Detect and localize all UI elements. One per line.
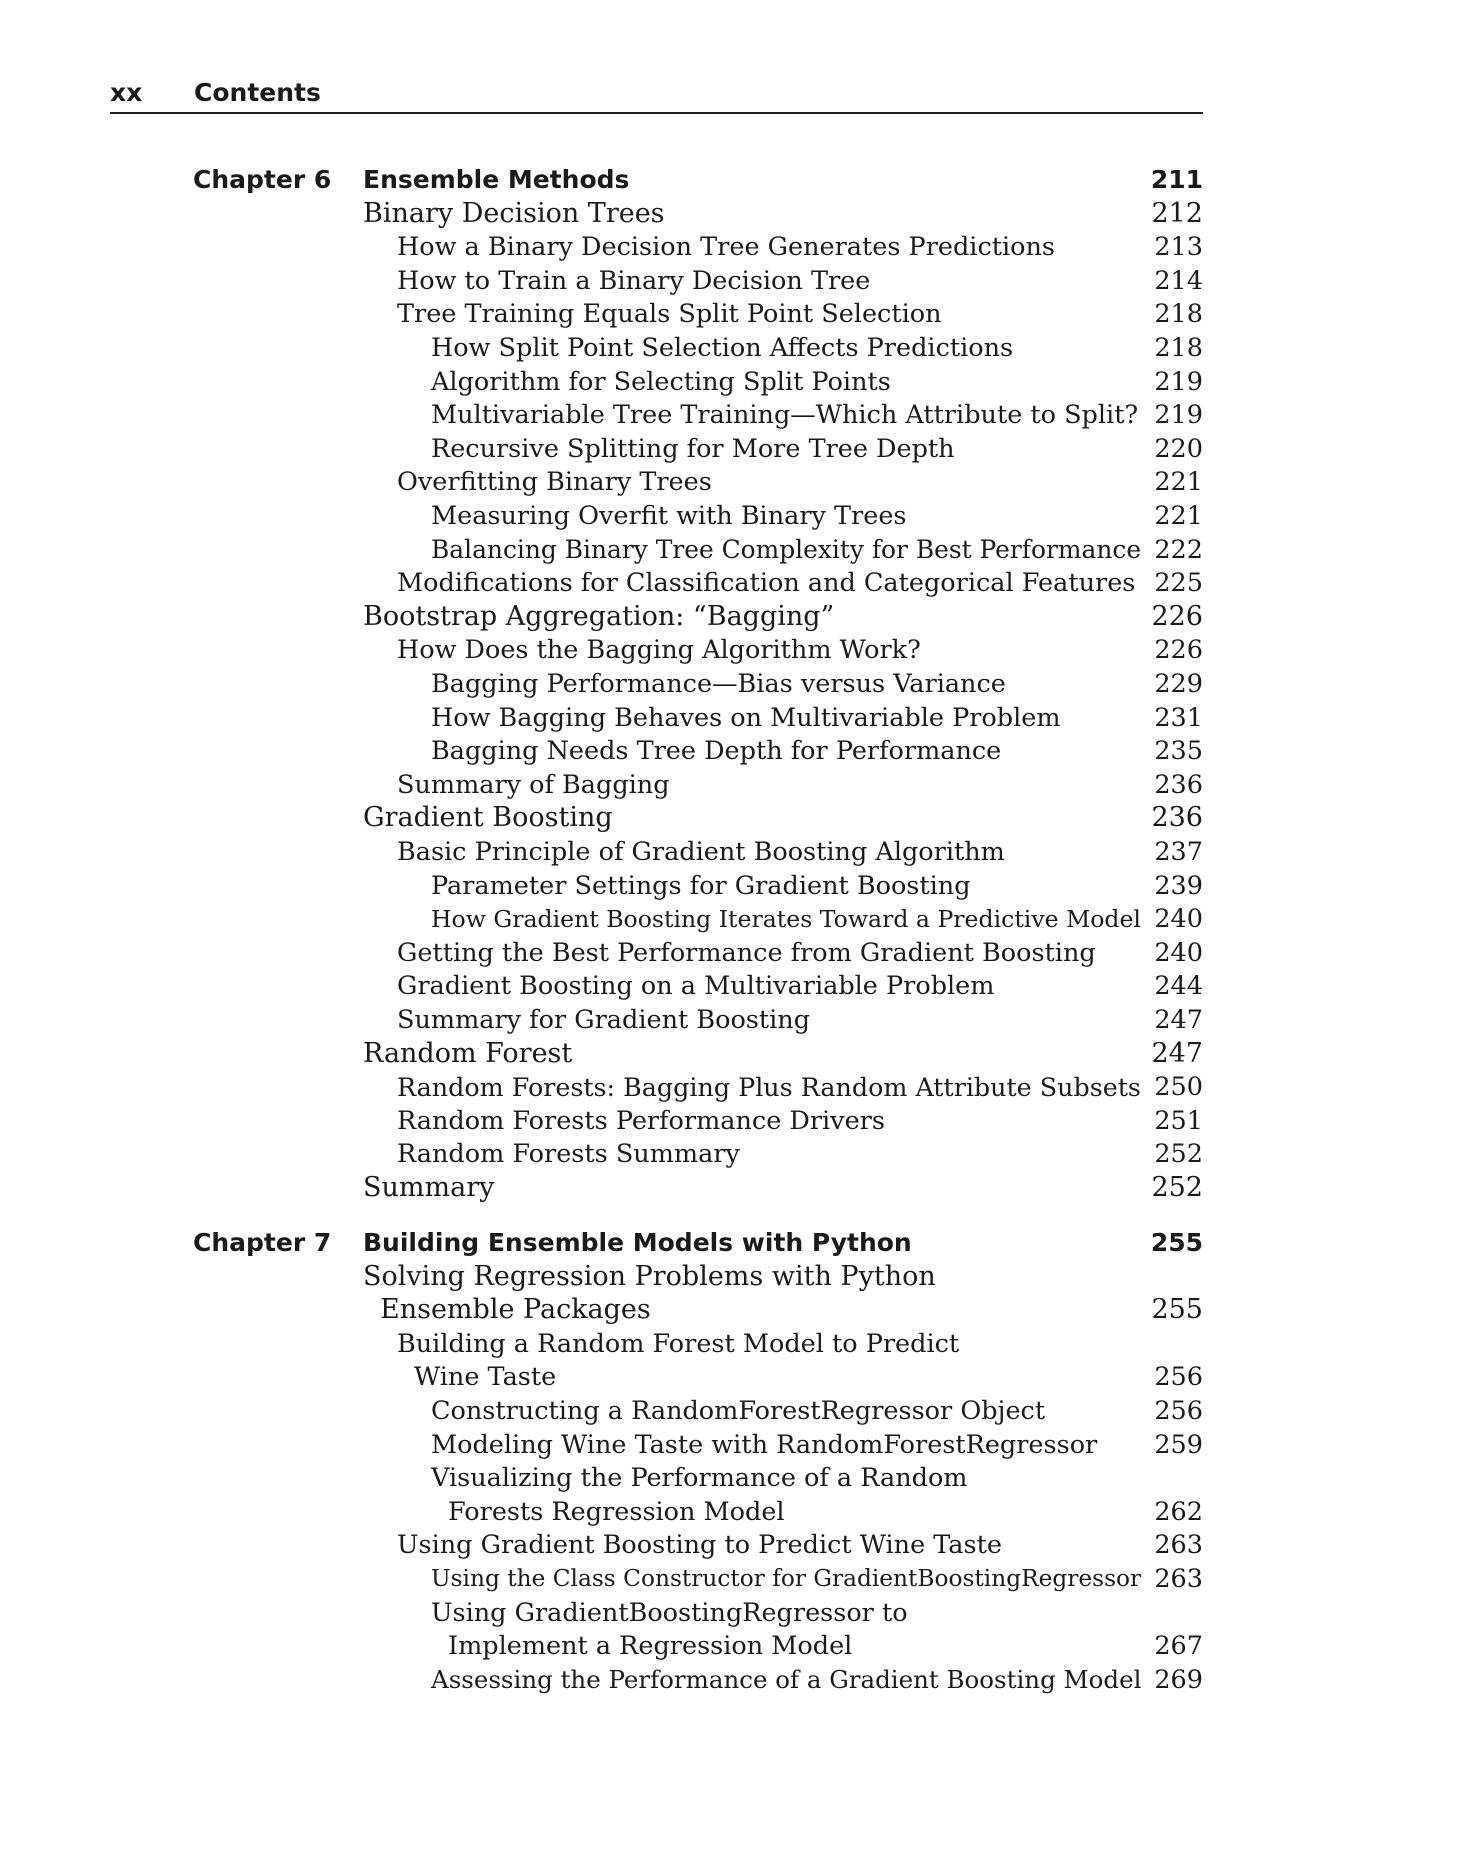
- toc-entry-level-2: How Does the Bagging Algorithm Work?: [397, 635, 921, 666]
- toc-entry-level-3: Visualizing the Performance of a Random: [431, 1463, 968, 1494]
- toc-entry-page-number: 256: [1154, 1396, 1203, 1426]
- toc-entry-level-3: How Bagging Behaves on Multivariable Problem: [431, 702, 1061, 733]
- toc-entry-level-3: Implement a Regression Model: [448, 1631, 853, 1662]
- toc-entry-level-2: Basic Principle of Gradient Boosting Algorithm: [397, 837, 1005, 867]
- toc-entry-level-1: Random Forest: [363, 1037, 573, 1069]
- toc-entry-level-2: Summary of Bagging: [397, 769, 670, 800]
- toc-entry-page-number: 237: [1154, 837, 1203, 867]
- toc-entry-level-2: Modifications for Classification and Categorical Features: [397, 568, 1136, 599]
- toc-entry-page-number: 218: [1154, 299, 1203, 330]
- toc-entry-page-number: 267: [1154, 1631, 1203, 1662]
- toc-entry-level-3: How Split Point Selection Affects Predictions: [431, 333, 1014, 363]
- toc-entry-page-number: 250: [1154, 1072, 1203, 1103]
- toc-entry-level-2: Random Forests Summary: [397, 1139, 740, 1170]
- toc-entry-level-3: Multivariable Tree Training—Which Attribute to Split?: [431, 400, 1139, 431]
- chapter-page-number: 211: [1150, 165, 1203, 194]
- chapter-page-number: 255: [1150, 1228, 1203, 1257]
- toc-entry-level-1: Binary Decision Trees: [363, 197, 665, 229]
- toc-entry-page-number: 247: [1154, 1005, 1203, 1035]
- toc-entry-page-number: 218: [1154, 333, 1203, 363]
- toc-entry-level-1: Gradient Boosting: [363, 802, 613, 834]
- toc-entry-page-number: 235: [1154, 736, 1203, 767]
- toc-entry-level-3: Bagging Performance—Bias versus Variance: [431, 669, 1006, 699]
- running-title: Contents: [194, 78, 321, 107]
- running-header: [110, 74, 1203, 114]
- toc-entry-level-2: Random Forests: Bagging Plus Random Attribute Subsets: [397, 1072, 1141, 1103]
- page-number: xx: [110, 78, 143, 107]
- toc-entry-page-number: 225: [1154, 568, 1203, 599]
- toc-entry-page-number: 229: [1154, 669, 1203, 699]
- toc-entry-page-number: 252: [1151, 1172, 1203, 1203]
- toc-entry-level-3: Using the Class Constructor for GradientBoostingRegressor: [431, 1565, 1142, 1592]
- toc-entry-level-2: Building a Random Forest Model to Predict: [397, 1328, 960, 1359]
- toc-entry-level-1: Bootstrap Aggregation: “Bagging”: [363, 600, 835, 632]
- chapter-label: Chapter 7: [193, 1228, 332, 1257]
- toc-entry-page-number: 219: [1154, 366, 1203, 397]
- toc-entry-level-3: Assessing the Performance of a Gradient Boosting Model: [431, 1664, 1142, 1694]
- toc-entry-page-number: 212: [1151, 197, 1203, 229]
- toc-entry-level-3: Parameter Settings for Gradient Boosting: [431, 870, 971, 901]
- chapter-title: Ensemble Methods: [363, 165, 630, 194]
- toc-entry-level-3: Balancing Binary Tree Complexity for Best Performance: [431, 534, 1142, 564]
- toc-entry-page-number: 219: [1154, 400, 1203, 431]
- toc-entry-level-3: Modeling Wine Taste with RandomForestRegressor: [431, 1429, 1098, 1460]
- toc-entry-page-number: 226: [1154, 635, 1203, 666]
- toc-entry-level-2: How to Train a Binary Decision Tree: [397, 265, 871, 296]
- toc-entry-page-number: 251: [1154, 1105, 1203, 1136]
- toc-entry-level-3: Bagging Needs Tree Depth for Performance: [431, 736, 1002, 767]
- toc-entry-page-number: 256: [1154, 1362, 1203, 1393]
- chapter-label: Chapter 6: [193, 165, 332, 194]
- toc-entry-page-number: 252: [1154, 1139, 1203, 1170]
- chapter-title: Building Ensemble Models with Python: [363, 1228, 912, 1257]
- toc-entry-page-number: 222: [1154, 534, 1203, 565]
- toc-entry-page-number: 244: [1154, 971, 1203, 1002]
- toc-entry-level-2: Getting the Best Performance from Gradient Boosting: [397, 937, 1096, 968]
- toc-entry-level-2: Wine Taste: [414, 1362, 557, 1393]
- toc-entry-page-number: 263: [1154, 1564, 1203, 1594]
- toc-entry-page-number: 239: [1154, 870, 1203, 901]
- toc-entry-level-3: How Gradient Boosting Iterates Toward a Predictive Model: [431, 905, 1141, 934]
- toc-entry-page-number: 269: [1154, 1664, 1203, 1695]
- toc-entry-page-number: 221: [1154, 467, 1203, 498]
- toc-entry-page-number: 259: [1154, 1429, 1203, 1460]
- toc-entry-page-number: 263: [1154, 1530, 1203, 1561]
- toc-entry-page-number: 213: [1154, 232, 1203, 263]
- toc-entry-page-number: 231: [1154, 702, 1203, 733]
- toc-entry-page-number: 240: [1154, 937, 1203, 968]
- toc-entry-level-3: Using GradientBoostingRegressor to: [431, 1597, 908, 1628]
- toc-entry-page-number: 247: [1151, 1037, 1203, 1069]
- toc-entry-level-2: How a Binary Decision Tree Generates Predictions: [397, 232, 1055, 263]
- toc-entry-level-2: Overfitting Binary Trees: [397, 467, 712, 498]
- toc-entry-level-3: Recursive Splitting for More Tree Depth: [431, 433, 955, 464]
- toc-entry-page-number: 214: [1154, 265, 1203, 296]
- toc-entry-level-2: Summary for Gradient Boosting: [397, 1005, 811, 1035]
- toc-entry-page-number: 262: [1154, 1496, 1203, 1527]
- toc-entry-level-3: Constructing a RandomForestRegressor Object: [431, 1396, 1046, 1426]
- toc-entry-level-1: Summary: [363, 1172, 495, 1203]
- toc-entry-page-number: 220: [1154, 433, 1203, 464]
- toc-entry-level-3: Algorithm for Selecting Split Points: [431, 366, 891, 397]
- toc-entry-page-number: 221: [1154, 501, 1203, 531]
- toc-entry-level-1: Ensemble Packages: [380, 1294, 651, 1326]
- toc-entry-page-number: 236: [1151, 802, 1203, 834]
- toc-entry-page-number: 236: [1154, 769, 1203, 800]
- toc-entry-page-number: 240: [1154, 904, 1203, 935]
- toc-entry-level-1: Solving Regression Problems with Python: [363, 1260, 936, 1292]
- toc-entry-level-2: Random Forests Performance Drivers: [397, 1105, 885, 1136]
- toc-entry-level-2: Tree Training Equals Split Point Selection: [397, 299, 942, 330]
- toc-entry-level-2: Using Gradient Boosting to Predict Wine Taste: [397, 1530, 1002, 1561]
- toc-entry-level-2: Gradient Boosting on a Multivariable Problem: [397, 971, 995, 1002]
- toc-entry-level-3: Forests Regression Model: [448, 1496, 785, 1527]
- toc-entry-level-3: Measuring Overfit with Binary Trees: [431, 501, 907, 531]
- toc-entry-page-number: 226: [1151, 600, 1203, 632]
- toc-entry-page-number: 255: [1151, 1294, 1203, 1326]
